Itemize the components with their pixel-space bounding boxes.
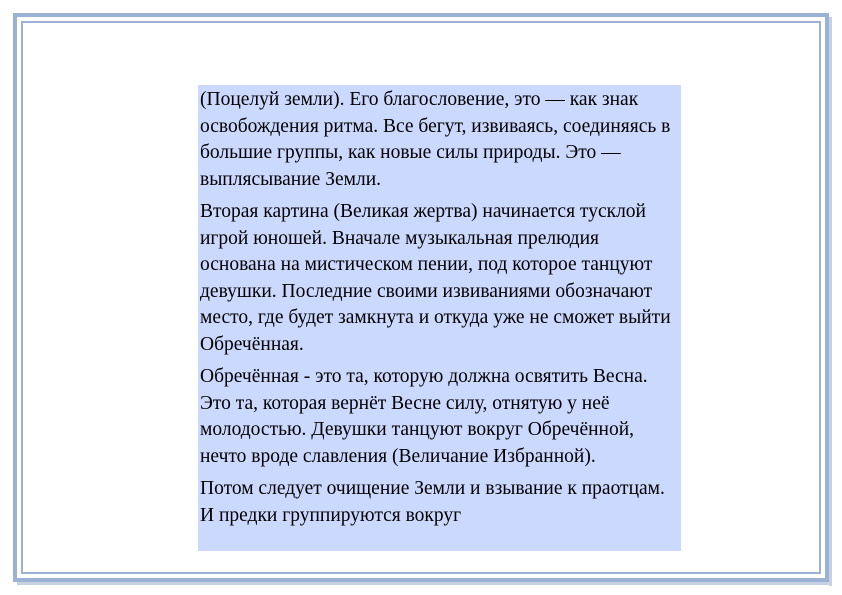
paragraph: Вторая картина (Великая жертва) начинается тусклой игрой юношей. Вначале музыкальная прелюдия основана на мистическом пении, под которое танцуют девушки. Последние своими извиваниями обозначают место, где будет замкнута и откуда уже не сможет выйти Обречённая.	[200, 201, 671, 355]
text-block	[198, 85, 681, 551]
frame-shadow-right	[829, 17, 832, 586]
paragraph: Обречённая - это та, которую должна освятить Весна. Это та, которая вернёт Весне силу, отнятую у неё молодостью. Девушки танцуют вокруг Обречённой, нечто вроде славления (Величание Избранной).	[200, 366, 648, 467]
frame-shadow-bottom	[17, 582, 832, 585]
paragraph: (Поцелуй земли). Его благословение, это — как знак освобождения ритма. Все бегут, извиваясь, соединяясь в большие группы, как новые силы природы. Это — выплясывание Земли.	[200, 89, 671, 190]
paragraph: Потом следует очищение Земли и взывание к праотцам. И предки группируются вокруг	[200, 478, 665, 526]
